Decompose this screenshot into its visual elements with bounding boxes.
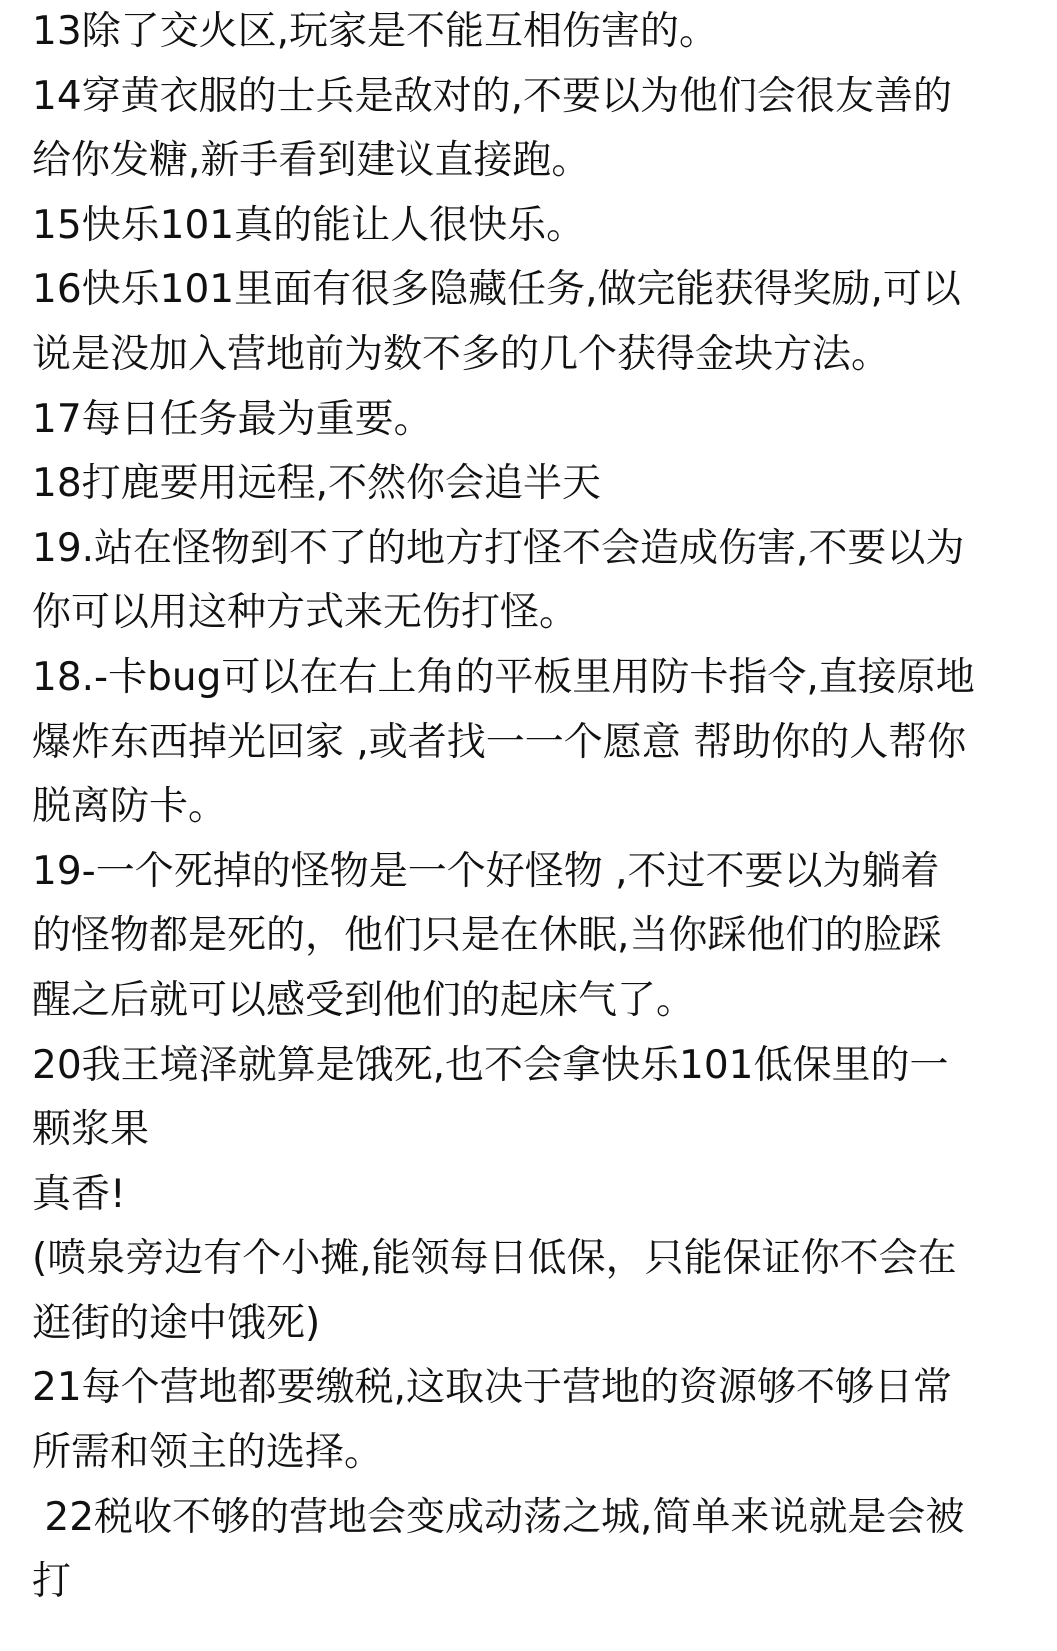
text-line: 醒之后就可以感受到他们的起床气了。	[32, 977, 696, 1023]
text-line: 说是没加入营地前为数不多的几个获得金块方法。	[32, 331, 891, 377]
text-line: 17每日任务最为重要。	[32, 396, 433, 442]
text-line: 20我王境泽就算是饿死,也不会拿快乐101低保里的一	[32, 1042, 949, 1088]
text-line: 19.站在怪物到不了的地方打怪不会造成伤害,不要以为	[32, 525, 965, 571]
text-line: 颗浆果	[32, 1107, 150, 1153]
text-line: 的怪物都是死的，他们只是在休眠,当你踩他们的脸踩	[32, 913, 942, 959]
text-line: (喷泉旁边有个小摊,能领每日低保，只能保证你不会在	[32, 1236, 957, 1282]
text-line: 真香!	[32, 1171, 126, 1217]
text-line: 18打鹿要用远程,不然你会追半天	[32, 461, 602, 507]
text-line: 14穿黄衣服的士兵是敌对的,不要以为他们会很友善的	[32, 73, 953, 119]
text-line: 16快乐101里面有很多隐藏任务,做完能获得奖励,可以	[32, 267, 961, 313]
text-line: 打	[32, 1559, 72, 1605]
text-line: 给你发糖,新手看到建议直接跑。	[32, 138, 591, 184]
text-line: 你可以用这种方式来无伤打怪。	[32, 590, 579, 636]
notes-text-block	[32, 0, 1032, 1615]
text-line: 15快乐101真的能让人很快乐。	[32, 202, 586, 248]
text-line: 21每个营地都要缴税,这取决于营地的资源够不够日常	[32, 1365, 953, 1411]
text-line: 22税收不够的营地会变成动荡之城,简单来说就是会被	[32, 1494, 965, 1540]
text-line: 爆炸东西掉光回家 ,或者找一一个愿意 帮助你的人帮你	[32, 719, 967, 765]
text-line: 逛街的途中饿死)	[32, 1300, 321, 1346]
text-line: 脱离防卡。	[32, 784, 228, 830]
text-line: 18.-卡bug可以在右上角的平板里用防卡指令,直接原地	[32, 654, 975, 700]
text-line: 所需和领主的选择。	[32, 1430, 384, 1476]
text-line: 13除了交火区,玩家是不能互相伤害的。	[32, 9, 719, 54]
text-line: 19-一个死掉的怪物是一个好怪物 ,不过不要以为躺着	[32, 848, 940, 894]
